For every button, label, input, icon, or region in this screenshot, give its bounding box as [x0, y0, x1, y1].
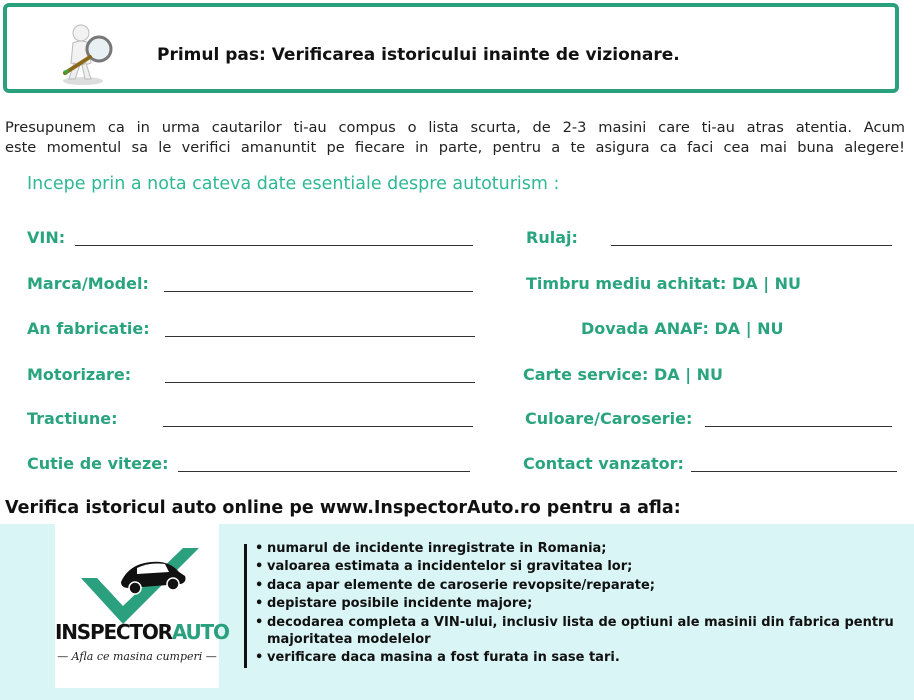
header-box	[3, 3, 899, 93]
benefits-list	[255, 540, 905, 667]
car-checkmark-logo	[73, 542, 203, 632]
field-label-motorizare: Motorizare:	[27, 365, 132, 384]
field-label-contact-vanzator: Contact vanzator:	[523, 454, 684, 473]
field-line-cutie-viteze[interactable]	[178, 471, 470, 472]
section-subheading: Incepe prin a nota cateva date esentiale despre autoturism :	[27, 174, 560, 194]
field-label-culoare-caroserie: Culoare/Caroserie:	[525, 409, 693, 428]
intro-paragraph	[5, 118, 905, 158]
verify-title: Verifica istoricul auto online pe www.InspectorAuto.ro pentru a afla:	[5, 498, 681, 518]
field-label-rulaj: Rulaj:	[526, 228, 578, 247]
bullet-divider	[244, 544, 247, 668]
field-line-motorizare[interactable]	[165, 382, 475, 383]
page-title: Primul pas: Verificarea istoricului inainte de vizionare.	[157, 45, 680, 65]
list-item: • depistare posibile incidente majore;	[255, 595, 905, 612]
brand-tagline: — Afla ce masina cumperi —	[57, 650, 217, 663]
intro-line: Presupunem ca in urma cautarilor ti-au compus o lista scurta, de 2-3 masini care ti-au atras atentia. Acum	[5, 119, 905, 136]
list-item: • valoarea estimata a incidentelor si gravitatea lor;	[255, 558, 905, 575]
brand-name-part: INSPECTOR	[55, 620, 172, 644]
field-label-an-fabricatie: An fabricatie:	[27, 319, 150, 338]
list-item: • daca apar elemente de caroserie revopsite/reparate;	[255, 577, 905, 594]
list-item: • decodarea completa a VIN-ului, inclusiv lista de optiuni ale masinii din fabrica pentru majoritatea modelelor	[255, 614, 905, 648]
field-label-tractiune: Tractiune:	[27, 409, 118, 428]
field-line-contact-vanzator[interactable]	[691, 471, 897, 472]
field-label-cutie-viteze: Cutie de viteze:	[27, 454, 169, 473]
field-line-an-fabricatie[interactable]	[165, 336, 475, 337]
field-label-carte-service[interactable]: Carte service: DA | NU	[523, 365, 724, 384]
field-label-marca-model: Marca/Model:	[27, 274, 149, 293]
list-item: • verificare daca masina a fost furata in sase tari.	[255, 649, 905, 666]
field-line-vin[interactable]	[75, 245, 473, 246]
intro-line: este momentul sa le verifici amanuntit pe fiecare in parte, pentru a te asigura ca faci cea mai buna alegere!	[5, 139, 905, 156]
brand-name-part: AUTO	[171, 620, 229, 644]
field-label-vin: VIN:	[27, 228, 66, 247]
field-line-marca-model[interactable]	[164, 291, 473, 292]
field-label-dovada-anaf[interactable]: Dovada ANAF: DA | NU	[581, 319, 784, 338]
field-label-timbru-mediu[interactable]: Timbru mediu achitat: DA | NU	[526, 274, 802, 293]
inspectorauto-logo	[55, 524, 229, 688]
brand-name	[55, 620, 229, 644]
magnifier-person-icon	[55, 21, 119, 87]
field-line-rulaj[interactable]	[611, 245, 892, 246]
list-item: • numarul de incidente inregistrate in Romania;	[255, 540, 905, 557]
field-line-culoare-caroserie[interactable]	[705, 426, 892, 427]
field-line-tractiune[interactable]	[163, 426, 473, 427]
